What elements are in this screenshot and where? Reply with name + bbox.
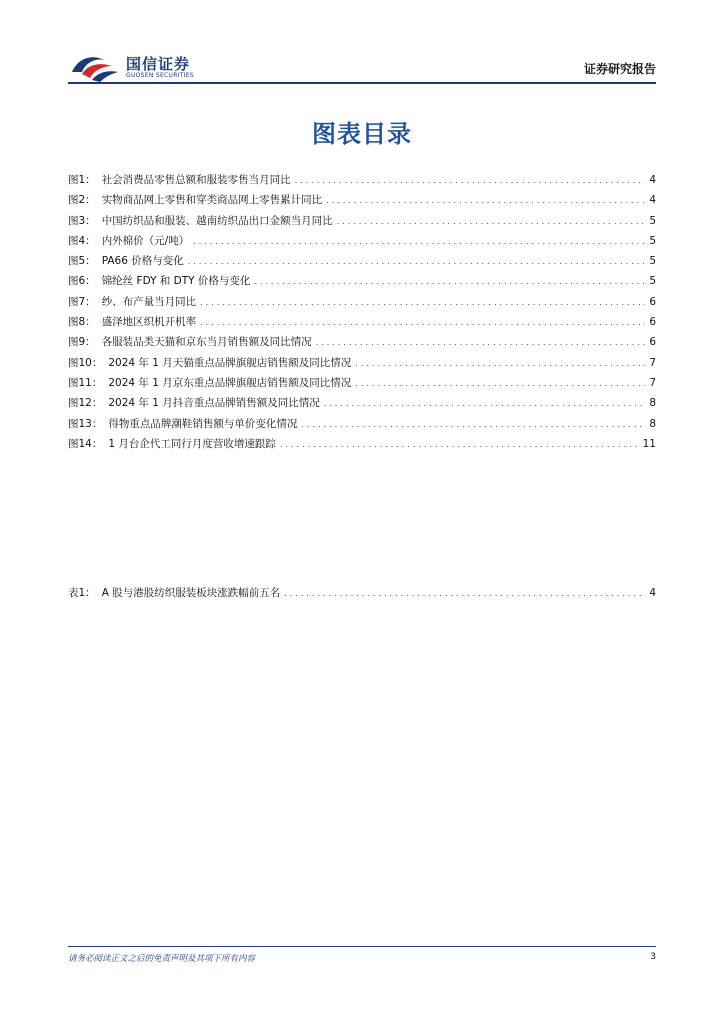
figure-toc-entry[interactable] xyxy=(68,170,656,190)
footer-divider xyxy=(68,946,656,947)
figure-toc-entry[interactable] xyxy=(68,292,656,312)
toc-entry-title: 中国纺织品和服装、越南纺织品出口金额当月同比 xyxy=(101,214,333,227)
toc-entry-title: 纱、布产量当月同比 xyxy=(101,295,197,308)
toc-entry-title: 内外棉价（元/吨） xyxy=(101,234,190,247)
toc-entry-label: 图3： xyxy=(68,214,96,227)
footer-page-number: 3 xyxy=(650,952,656,962)
page-title: 图表目录 xyxy=(312,120,412,148)
toc-dot-leader xyxy=(254,272,645,292)
toc-dot-leader xyxy=(295,171,646,191)
toc-entry-page: 4 xyxy=(649,174,656,186)
guosen-logo-icon xyxy=(68,50,122,84)
toc-entry-page: 11 xyxy=(642,437,656,450)
guosen-logo xyxy=(68,50,208,84)
figure-toc-entry[interactable] xyxy=(68,271,656,291)
toc-entry-title: 2024 年 1 月天猫重点品牌旗舰店销售额及同比情况 xyxy=(108,356,352,369)
toc-entry-title: 实物商品网上零售和穿类商品网上零售累计同比 xyxy=(101,194,323,207)
logo-text-cn: 国信证券 xyxy=(126,55,191,73)
toc-entry-label: 图2： xyxy=(68,194,96,207)
toc-entry-title: 1 月台企代工同行月度营收增速跟踪 xyxy=(108,437,276,450)
logo-text-en: GUOSEN SECURITIES xyxy=(126,72,195,79)
header-divider xyxy=(68,82,656,84)
toc-entry-label: 图14： xyxy=(68,437,103,450)
toc-entry-label: 图8： xyxy=(68,316,96,329)
figure-toc-entry[interactable] xyxy=(68,251,656,271)
toc-entry-page: 5 xyxy=(649,255,656,268)
toc-entry-title: 盛泽地区织机开机率 xyxy=(101,316,197,329)
toc-entry-label: 表1： xyxy=(68,587,96,599)
toc-entry-page: 4 xyxy=(649,587,656,599)
toc-dot-leader xyxy=(193,232,645,252)
toc-entry-title: 社会消费品零售总额和服装零售当月同比 xyxy=(101,174,291,186)
toc-entry-page: 8 xyxy=(649,397,656,410)
table-list xyxy=(68,583,656,603)
toc-entry-label: 图7： xyxy=(68,295,96,308)
figure-toc-entry[interactable] xyxy=(68,393,656,413)
toc-dot-leader xyxy=(284,584,645,604)
toc-entry-label: 图11： xyxy=(68,376,103,389)
toc-dot-leader xyxy=(301,415,645,435)
figure-toc-entry[interactable] xyxy=(68,434,656,454)
toc-entry-page: 6 xyxy=(649,336,656,349)
toc-entry-page: 8 xyxy=(649,417,656,430)
figure-list xyxy=(68,170,656,454)
toc-entry-page: 5 xyxy=(649,214,656,227)
toc-entry-page: 7 xyxy=(649,376,656,389)
toc-entry-title: A 股与港股纺织服装板块涨跌幅前五名 xyxy=(101,587,281,599)
toc-entry-label: 图10： xyxy=(68,356,103,369)
toc-dot-leader xyxy=(200,313,645,333)
toc-entry-page: 5 xyxy=(649,234,656,247)
toc-entry-page: 4 xyxy=(649,194,656,207)
toc-dot-leader xyxy=(326,191,645,211)
page-header xyxy=(68,50,656,84)
toc-entry-label: 图6： xyxy=(68,275,96,288)
figure-toc-entry[interactable] xyxy=(68,211,656,231)
toc-entry-title: 2024 年 1 月抖音重点品牌销售额及同比情况 xyxy=(108,397,320,410)
figure-toc-entry[interactable] xyxy=(68,231,656,251)
toc-entry-title: 各服装品类天猫和京东当月销售额及同比情况 xyxy=(101,336,312,349)
toc-entry-title: 2024 年 1 月京东重点品牌旗舰店销售额及同比情况 xyxy=(108,376,352,389)
toc-entry-title: 得物重点品牌潮鞋销售额与单价变化情况 xyxy=(108,417,298,430)
footer-disclaimer: 请务必阅读正文之后的免责声明及其项下所有内容 xyxy=(68,954,256,964)
toc-dot-leader xyxy=(200,293,645,313)
report-type-label: 证券研究报告 xyxy=(583,62,656,76)
toc-entry-title: PA66 价格与变化 xyxy=(101,255,184,268)
toc-dot-leader xyxy=(316,333,646,353)
toc-dot-leader xyxy=(337,212,646,232)
toc-entry-title: 锦纶丝 FDY 和 DTY 价格与变化 xyxy=(101,275,251,288)
figure-toc-entry[interactable] xyxy=(68,332,656,352)
table-toc-entry[interactable] xyxy=(68,583,656,603)
toc-dot-leader xyxy=(324,394,646,414)
toc-entry-label: 图1： xyxy=(68,174,96,186)
toc-entry-page: 7 xyxy=(649,356,656,369)
figure-toc-entry[interactable] xyxy=(68,414,656,434)
toc-entry-label: 图4： xyxy=(68,234,96,247)
toc-dot-leader xyxy=(355,374,645,394)
toc-entry-page: 6 xyxy=(649,316,656,329)
figure-toc-entry[interactable] xyxy=(68,373,656,393)
toc-dot-leader xyxy=(355,354,645,374)
toc-dot-leader xyxy=(280,435,639,455)
toc-entry-label: 图13： xyxy=(68,417,103,430)
toc-entry-page: 5 xyxy=(649,275,656,288)
figure-toc-entry[interactable] xyxy=(68,312,656,332)
toc-entry-label: 图9： xyxy=(68,336,96,349)
toc-dot-leader xyxy=(188,252,646,272)
figure-toc-entry[interactable] xyxy=(68,353,656,373)
toc-entry-label: 图12： xyxy=(68,397,103,410)
figure-toc-entry[interactable] xyxy=(68,190,656,210)
toc-entry-page: 6 xyxy=(649,295,656,308)
toc-entry-label: 图5： xyxy=(68,255,96,268)
